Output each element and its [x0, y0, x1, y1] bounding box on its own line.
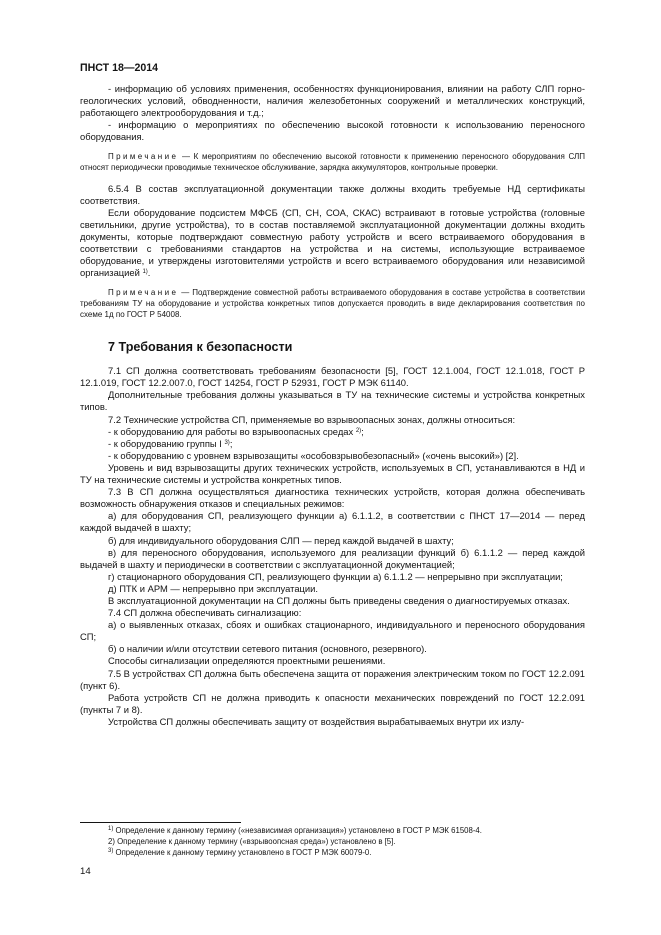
- footnote-text: Определение к данному термину установлено в ГОСТ Р МЭК 60079-0.: [113, 847, 372, 857]
- footnote-mark: 3): [108, 847, 114, 854]
- list-item: в) для переносного оборудования, используемого для реализации функций б) 6.1.1.2 — перед каждой выдачей в шахту и периодически в соответствии с эксплуатационной документацией;: [80, 546, 585, 570]
- note-label: Примечание: [108, 288, 179, 298]
- footnote-mark: 2): [108, 836, 115, 846]
- list-item: а) о выявленных отказах, сбоях и ошибках стационарного, индивидуального и переносного оборудования СП;: [80, 619, 585, 643]
- list-item-end: ;: [361, 425, 364, 437]
- paragraph-text: Если оборудование подсистем МФСБ (СП, СН, СОА, СКАС) встраивают в готовые устройства (головные светильники, другие устройства), то в состав поставляемой эксплуатационной документации должны входить документы, которые подтверждают совместную работу устройств и всего встраиваемого оборудования в соответствии с требованиями стандартов на устройства и на системы, использующие встраиваемое оборудование, и утверждены изготовителями устройств и всего встраиваемого оборудования или независимой организацией: [80, 206, 585, 279]
- list-item: г) стационарного оборудования СП, реализующего функции а) 6.1.1.2 — непрерывно при эксплуатации;: [108, 570, 563, 582]
- list-item-text: - к оборудованию для работы во взрывоопасных средах: [108, 425, 354, 437]
- paragraph: Дополнительные требования должны указываться в ТУ на технические системы и устройства конкретных типов.: [80, 389, 585, 413]
- document-header: ПНСТ 18—2014: [80, 62, 159, 74]
- paragraph: Способы сигнализации определяются проектными решениями.: [108, 655, 386, 667]
- list-item: б) для индивидуального оборудования СЛП — перед каждой выдачей в шахту;: [108, 534, 454, 546]
- list-item: [80, 426, 585, 438]
- paragraph: 7.1 СП должна соответствовать требованиям безопасности [5], ГОСТ 12.1.004, ГОСТ 12.1.018, ГОСТ Р 12.1.019, ГОСТ 12.2.007.0, ГОСТ 14254, ГОСТ Р 52931, ГОСТ Р МЭК 61140.: [80, 365, 585, 389]
- list-item: д) ПТК и АРМ — непрерывно при эксплуатации.: [108, 582, 318, 594]
- paragraph: 7.5 В устройствах СП должна быть обеспечена защита от поражения электрическим током по ГОСТ 12.2.091 (пункт 6).: [80, 667, 585, 691]
- footnote-divider: [80, 822, 241, 823]
- note-text: — Подтверждение совместной работы встраиваемого оборудования в составе устройства в соответствии требованиям ТУ на оборудование и устройства конкретных типов допускается проводить в виде декларирования соответствия по схеме 1д по ГОСТ Р 54008.: [80, 288, 585, 319]
- footnote-mark: 1): [108, 826, 114, 832]
- paragraph: - информацию о мероприятиях по обеспечению высокой готовности к использованию переносного оборудования.: [80, 119, 585, 143]
- paragraph: 7.3 В СП должна осуществляться диагностика технических устройств, которая должна обеспечивать возможность обнаружения отказов и специальных режимов:: [80, 486, 585, 510]
- list-item: - к оборудованию с уровнем взрывозащиты «особовзрывобезопасный» («очень высокий») [2].: [108, 449, 519, 461]
- paragraph: Уровень и вид взрывозащиты других технических устройств, используемых в СП, устанавливаются в НД и ТУ на технические системы и устройства конкретных типов.: [80, 461, 585, 486]
- list-item-text: - к оборудованию группы I: [108, 437, 222, 449]
- paragraph: [80, 207, 585, 280]
- footnote-text: Определение к данному термину («взрывоопсная среда») установлено в [5].: [114, 836, 396, 846]
- footnote-ref: 3): [224, 439, 230, 446]
- note: [80, 288, 585, 320]
- paragraph: В эксплуатационной документации на СП должны быть приведены сведения о диагностируемых отказах.: [108, 594, 570, 606]
- paragraph: 7.4 СП должна обеспечивать сигнализацию:: [108, 607, 302, 619]
- paragraph: 7.2 Технические устройства СП, применяемые во взрывоопасных зонах, должны относиться:: [108, 413, 516, 425]
- footnote-text: Определение к данному термину («независимая организация») установлено в ГОСТ Р МЭК 61508-4.: [113, 826, 482, 835]
- list-item: [80, 438, 585, 450]
- section-title: 7 Требования к безопасности: [108, 340, 293, 355]
- paragraph: Устройства СП должны обеспечивать защиту от воздействия вырабатываемых внутри их излу-: [108, 715, 525, 727]
- list-item: б) о наличии и/или отсутствии сетевого питания (основного, резервного).: [108, 643, 427, 655]
- note-label: Примечание: [108, 152, 179, 162]
- footnote-ref: 2): [355, 427, 362, 434]
- footnote-ref: 1): [142, 269, 148, 276]
- paragraph: Работа устройств СП не должна приводить к опасности механических повреждений по ГОСТ 12.2.091 (пункты 7 и 8).: [80, 691, 585, 715]
- footnote: [80, 837, 585, 848]
- paragraph: - информацию об условиях применения, особенностях функционирования, влиянии на работу СЛП горно-геологических условий, обводненности, наличия железобетонных сооружений и металлических конструкций, работающего электрооборудования и т.д.;: [80, 83, 585, 119]
- note: [80, 152, 585, 173]
- paragraph-end: .: [147, 267, 151, 279]
- list-item-end: ;: [229, 437, 233, 449]
- footnote: [80, 848, 585, 859]
- list-item: а) для оборудования СП, реализующего функции а) 6.1.1.2, в соответствии с ПНСТ 17—2014 — перед каждой выдачей в шахту;: [80, 510, 585, 534]
- paragraph: 6.5.4 В состав эксплуатационной документации также должны входить требуемые НД сертификаты соответствия.: [80, 182, 585, 206]
- note-text: — К мероприятиям по обеспечению высокой готовности к применению переносного оборудования СЛП относят периодически проводимые техническое обслуживание, зарядка аккумуляторов, контрольные проверки.: [80, 152, 585, 173]
- document-body: [80, 83, 585, 728]
- footnotes: [80, 826, 585, 858]
- footnote: [80, 826, 585, 837]
- page-number: 14: [80, 866, 91, 877]
